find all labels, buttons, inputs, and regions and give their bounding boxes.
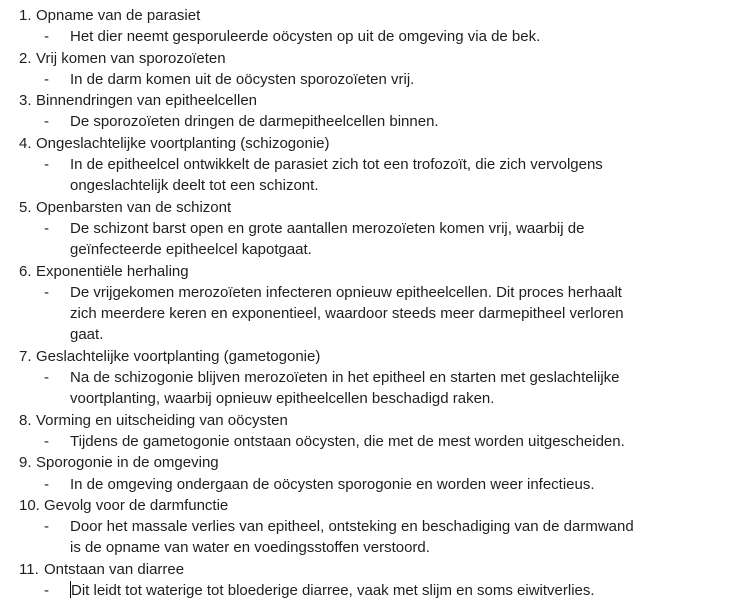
step-heading <box>0 133 733 154</box>
step-title: Geslachtelijke voortplanting (gametogonie) <box>36 347 321 365</box>
step-heading <box>0 48 733 69</box>
step-description <box>0 516 733 559</box>
description-line: Tijdens de gametogonie ontstaan oöcysten, die met de mest worden uitgescheiden. <box>70 432 625 450</box>
bullet-dash: - <box>44 28 49 46</box>
step-number: 5. <box>19 198 32 216</box>
step-title: Ontstaan van diarree <box>44 560 185 578</box>
step-title: Sporogonie in de omgeving <box>36 454 219 472</box>
description-line: zich meerdere keren en exponentieel, waardoor steeds meer darmepitheel verloren <box>70 305 624 323</box>
step-number: 11. <box>19 560 39 578</box>
step-number: 9. <box>19 454 32 472</box>
step-title: Vrij komen van sporozoïeten <box>36 49 226 67</box>
step-description <box>0 367 733 410</box>
step-description <box>0 431 733 452</box>
step-title: Ongeslachtelijke voortplanting (schizogonie) <box>36 134 330 152</box>
document-body[interactable] <box>0 5 733 601</box>
description-line: Het dier neemt gesporuleerde oöcysten op uit de omgeving via de bek. <box>70 28 541 46</box>
step-heading <box>0 495 733 516</box>
bullet-dash: - <box>44 70 49 88</box>
description-line: De vrijgekomen merozoïeten infecteren opnieuw epitheelcellen. Dit proces herhaalt <box>70 283 622 301</box>
step-title: Opname van de parasiet <box>36 7 201 24</box>
step-2 <box>0 48 733 91</box>
step-number: 8. <box>19 411 32 429</box>
step-description <box>0 580 733 601</box>
step-title: Vorming en uitscheiding van oöcysten <box>36 411 288 429</box>
step-heading <box>0 452 733 473</box>
bullet-dash: - <box>44 582 49 600</box>
bullet-dash: - <box>44 518 49 536</box>
step-9 <box>0 452 733 495</box>
step-heading <box>0 5 733 26</box>
bullet-dash: - <box>44 156 49 174</box>
step-4 <box>0 133 733 197</box>
step-description <box>0 474 733 495</box>
description-line: Na de schizogonie blijven merozoïeten in het epitheel en starten met geslachtelijke <box>70 369 620 387</box>
step-number: 7. <box>19 347 32 365</box>
step-1 <box>0 5 733 48</box>
step-number: 3. <box>19 92 32 110</box>
step-6 <box>0 261 733 346</box>
bullet-dash: - <box>44 113 49 131</box>
description-line-with-cursor[interactable] <box>70 580 689 601</box>
description-line: is de opname van water en voedingsstoffen verstoord. <box>70 539 430 557</box>
step-11 <box>0 559 733 602</box>
step-heading <box>0 261 733 282</box>
step-number: 4. <box>19 134 32 152</box>
step-heading <box>0 410 733 431</box>
step-description <box>0 111 733 132</box>
step-number: 2. <box>19 49 32 67</box>
step-7 <box>0 346 733 410</box>
bullet-dash: - <box>44 432 49 450</box>
step-description <box>0 218 733 261</box>
description-line: In de epitheelcel ontwikkelt de parasiet zich tot een trofozoït, die zich vervolgens <box>70 156 603 174</box>
step-10 <box>0 495 733 559</box>
step-title: Gevolg voor de darmfunctie <box>44 496 229 514</box>
step-8 <box>0 410 733 453</box>
description-line: Door het massale verlies van epitheel, ontsteking en beschadiging van de darmwand <box>70 518 634 536</box>
step-number: 1. <box>19 7 32 24</box>
description-line: In de omgeving ondergaan de oöcysten sporogonie en worden weer infectieus. <box>70 475 595 493</box>
description-line: ongeslachtelijk deelt tot een schizont. <box>70 177 319 195</box>
description-text: Dit leidt tot waterige tot bloederige diarree, vaak met slijm en soms eiwitverlies. <box>71 582 595 600</box>
step-heading <box>0 559 733 580</box>
step-description <box>0 26 733 47</box>
bullet-dash: - <box>44 219 49 237</box>
bullet-dash: - <box>44 475 49 493</box>
step-heading <box>0 197 733 218</box>
description-line: De sporozoïeten dringen de darmepitheelcellen binnen. <box>70 113 439 131</box>
step-number: 10. <box>19 496 40 514</box>
step-description <box>0 282 733 346</box>
description-line: In de darm komen uit de oöcysten sporozoïeten vrij. <box>70 70 415 88</box>
step-3 <box>0 90 733 133</box>
step-heading <box>0 346 733 367</box>
description-line: De schizont barst open en grote aantallen merozoïeten komen vrij, waarbij de <box>70 219 585 237</box>
step-title: Openbarsten van de schizont <box>36 198 232 216</box>
description-line: geïnfecteerde epitheelcel kapotgaat. <box>70 241 312 259</box>
step-5 <box>0 197 733 261</box>
step-title: Binnendringen van epitheelcellen <box>36 92 258 110</box>
step-heading <box>0 90 733 111</box>
step-number: 6. <box>19 262 32 280</box>
description-line: voortplanting, waarbij opnieuw epitheelcellen beschadigd raken. <box>70 390 495 408</box>
bullet-dash: - <box>44 369 49 387</box>
step-description <box>0 154 733 197</box>
step-description <box>0 69 733 90</box>
description-line: gaat. <box>70 326 104 344</box>
bullet-dash: - <box>44 283 49 301</box>
step-title: Exponentiële herhaling <box>36 262 189 280</box>
